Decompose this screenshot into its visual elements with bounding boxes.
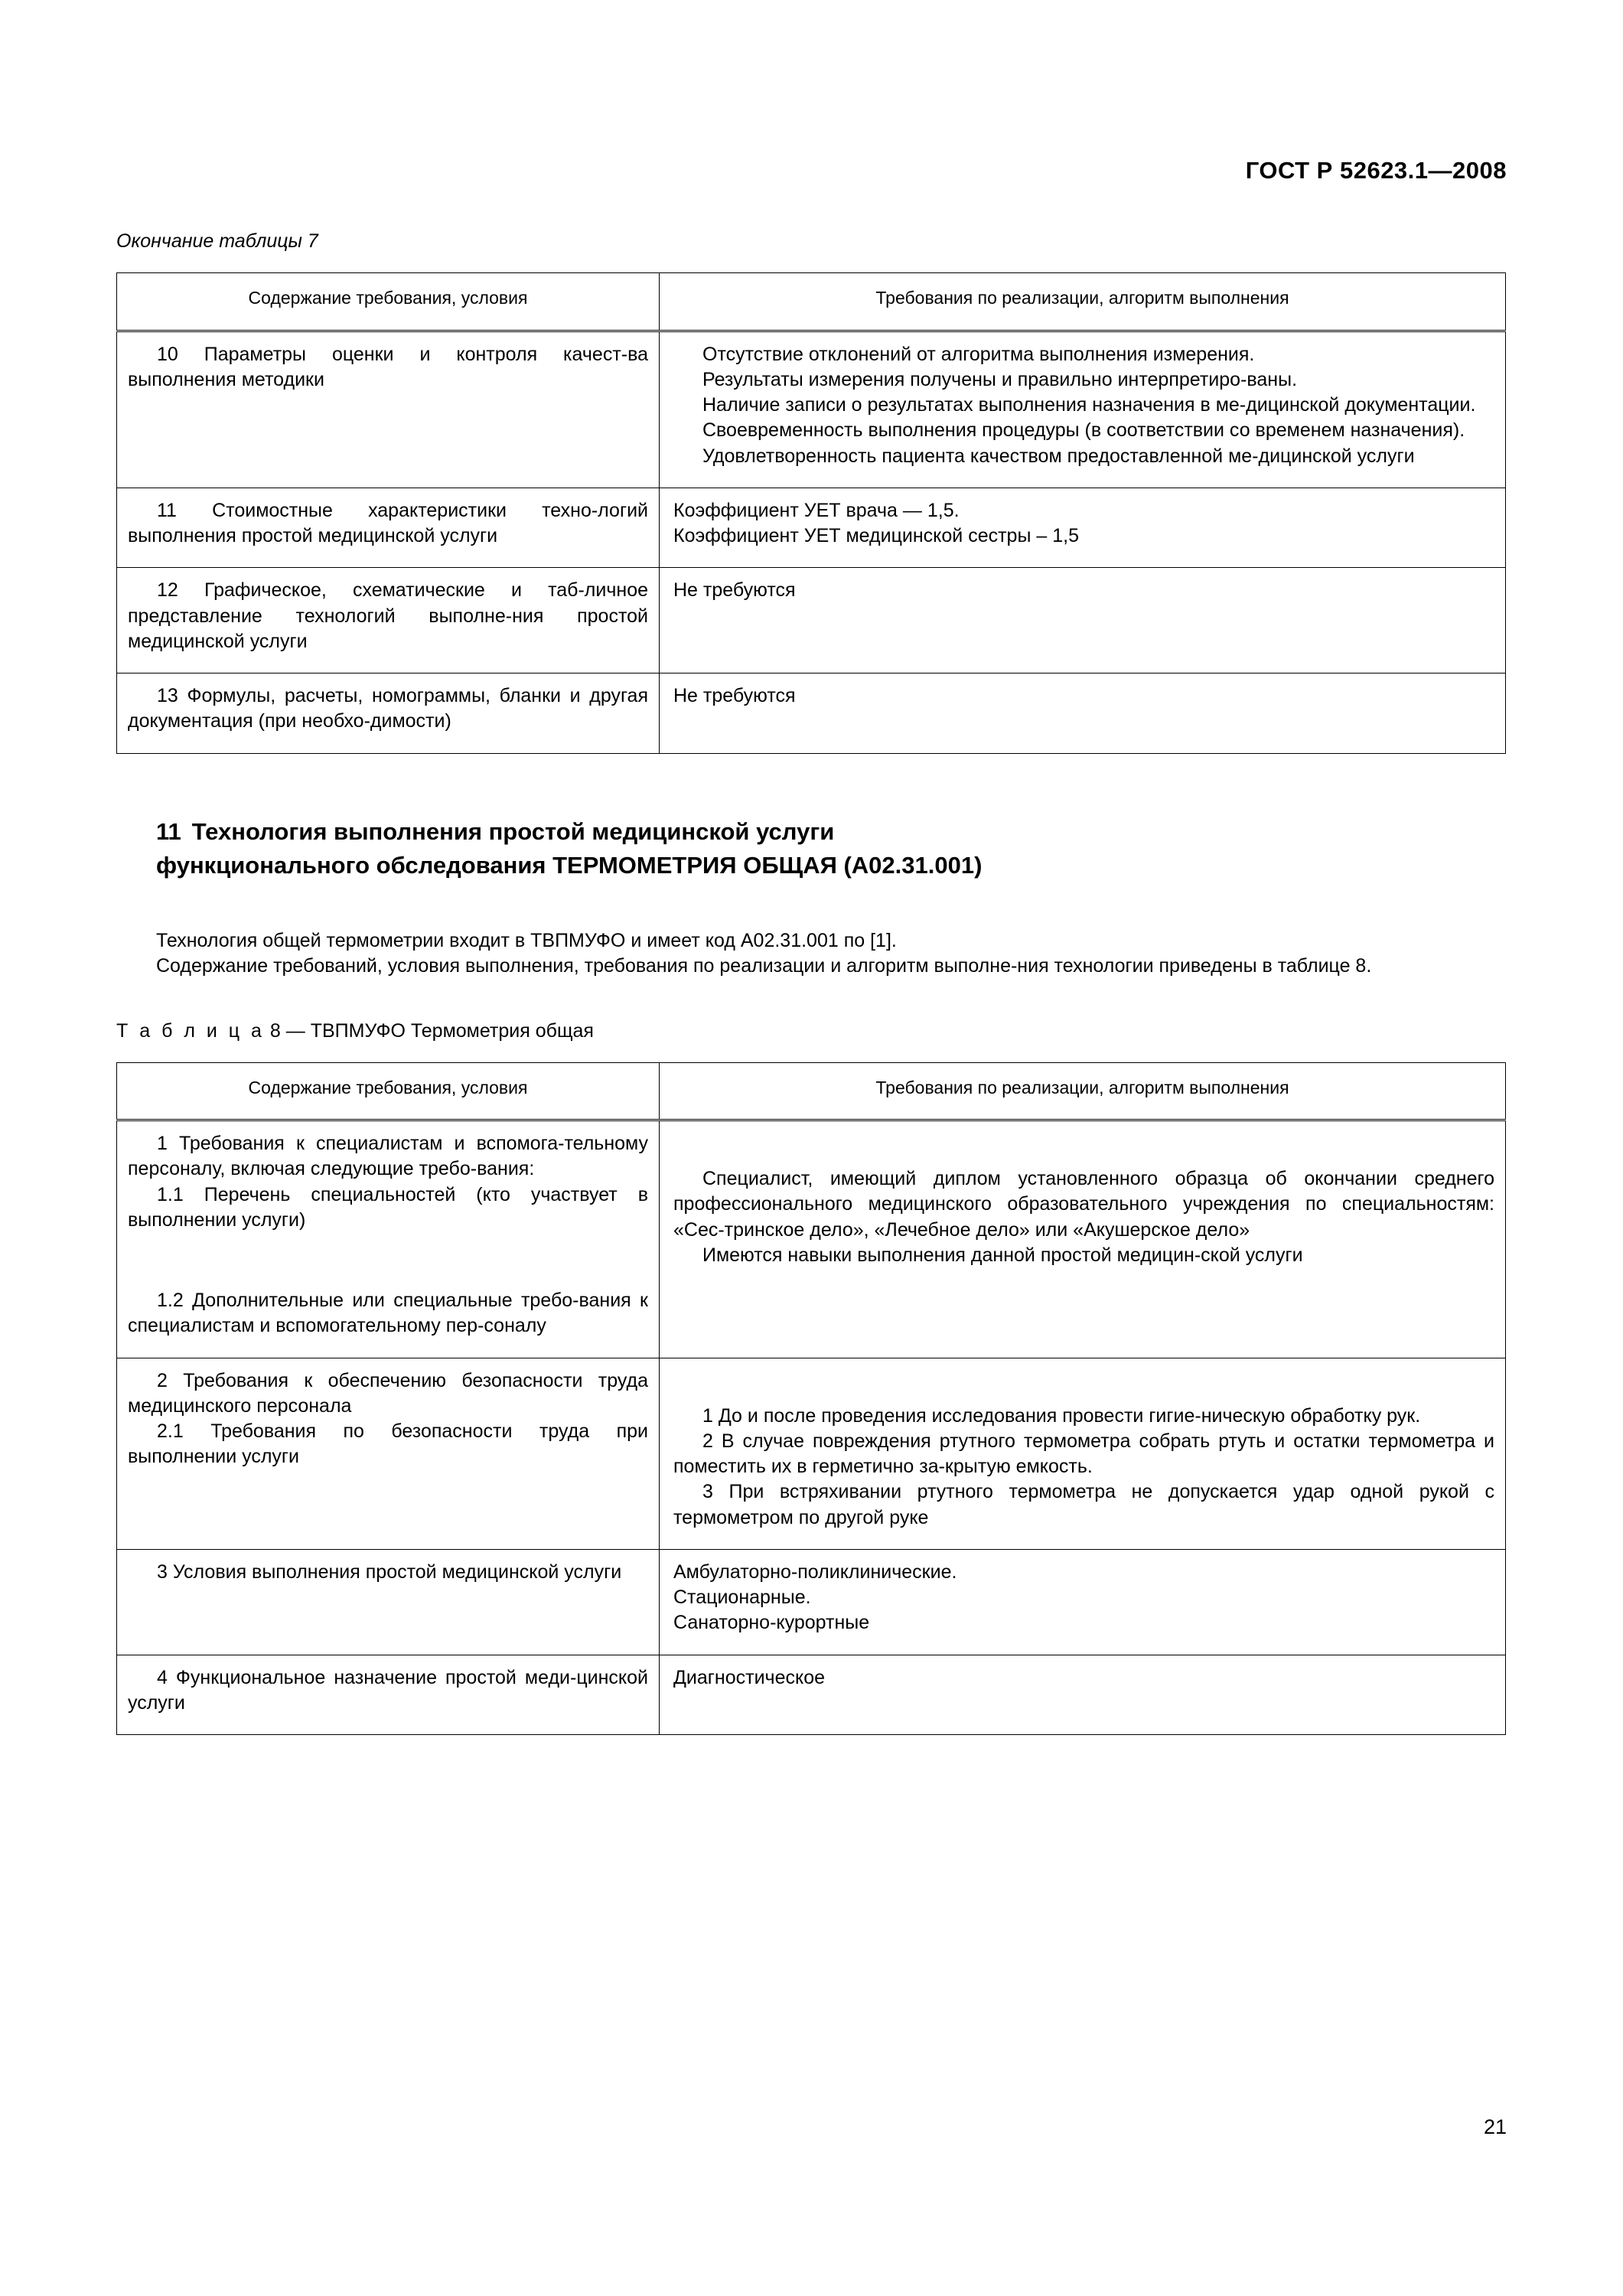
table7-row11-right-line2: Коэффициент УЕТ медицинской сестры – 1,5 [673, 525, 1079, 547]
table8-row3-right [660, 1549, 1506, 1655]
table7-row10-right-line1: Отсутствие отклонений от алгоритма выполнения измерения. [702, 343, 1255, 365]
table8-col-header-implementation: Требования по реализации, алгоритм выполнения [660, 1062, 1506, 1120]
table8-row4-left-text: 4 Функциональное назначение простой меди-цинской услуги [128, 1666, 648, 1714]
table7-caption: Окончание таблицы 7 [116, 230, 318, 252]
table-row [117, 1358, 1506, 1549]
table7-row12-right-line1: Не требуются [673, 579, 796, 602]
table8-row1-right-b: Имеются навыки выполнения данной простой медицин-ской услуги [702, 1244, 1303, 1266]
table8-row3-left-text: 3 Условия выполнения простой медицинской услуги [157, 1561, 622, 1583]
table-7-continuation [116, 272, 1506, 754]
table8-row3-right-item1: Амбулаторно-поликлинические. [673, 1561, 957, 1583]
table8-caption-label: Т а б л и ц а [116, 1019, 265, 1042]
table8-row1-right [660, 1120, 1506, 1358]
table-row [117, 488, 1506, 568]
table8-row4-right-item1: Диагностическое [673, 1666, 825, 1688]
table-row [117, 1549, 1506, 1655]
table7-row11-right-line1: Коэффициент УЕТ врача — 1,5. [673, 499, 960, 521]
table8-row1-left-b: 1.1 Перечень специальностей (кто участвует в выполнении услуги) [128, 1183, 648, 1231]
table8-row3-left [117, 1549, 660, 1655]
table-row [117, 1120, 1506, 1358]
table7-row13-right [660, 673, 1506, 754]
section-11-paragraph-1: Технология общей термометрии входит в ТВПМУФО и имеет код А02.31.001 по [1]. [156, 929, 897, 951]
section-11-heading-line2 [156, 849, 1505, 882]
table8-row2-left-a: 2 Требования к обеспечению безопасности труда медицинского персонала [128, 1369, 648, 1417]
table7-row11-left-text: 11 Стоимостные характеристики техно-логий выполнения простой медицинской услуги [128, 499, 648, 547]
table7-row10-right [660, 331, 1506, 488]
table-row [117, 1655, 1506, 1735]
table7-row10-left [117, 331, 660, 488]
table8-row2-left [117, 1358, 660, 1549]
section-11-heading-wrap [116, 815, 1505, 882]
section-11-heading [156, 815, 1505, 849]
table8-row1-left-c: 1.2 Дополнительные или специальные требо-вания к специалистам и вспомогательному пер-соналу [128, 1290, 648, 1337]
table8-col-header-requirement: Содержание требования, условия [117, 1062, 660, 1120]
table7-col-header-implementation: Требования по реализации, алгоритм выполнения [660, 273, 1506, 331]
table7-row10-right-line4: Своевременность выполнения процедуры (в соответствии со временем назначения). [702, 419, 1465, 442]
table-row [117, 331, 1506, 488]
document-standard-header: ГОСТ Р 52623.1—2008 [1245, 157, 1507, 184]
table8-row3-right-item3: Санаторно-курортные [673, 1612, 870, 1634]
table7-row10-right-line3: Наличие записи о результатах выполнения назначения в ме-дицинской документации. [702, 394, 1476, 416]
table-8 [116, 1062, 1506, 1736]
table8-row2-right-item2: 2 В случае повреждения ртутного термометра собрать ртуть и остатки термометра и поместить их в герметично за-крытую емкость. [673, 1430, 1494, 1478]
section-11-title-line2: функционального обследования ТЕРМОМЕТРИЯ ОБЩАЯ (А02.31.001) [156, 851, 983, 879]
table7-row13-right-line1: Не требуются [673, 685, 796, 707]
table8-row1-right-a: Специалист, имеющий диплом установленного образца об окончании среднего профессионального медицинского образовательного учреждения по специальностям: «Сес-тринское дело», «Лечебное дело» или «Акушерское дело» [673, 1168, 1494, 1241]
table8-row2-right-item3: 3 При встряхивании ртутного термометра не допускается удар одной рукой с термометром по другой руке [673, 1481, 1494, 1528]
table7-row12-left-text: 12 Графическое, схематические и таб-личное представление технологий выполне-ния простой медицинской услуги [128, 579, 648, 652]
table7-header-row [117, 273, 1506, 331]
table7-col-header-requirement: Содержание требования, условия [117, 273, 660, 331]
table8-row1-left [117, 1120, 660, 1358]
table7-row11-left [117, 488, 660, 568]
table7-row10-left-text: 10 Параметры оценки и контроля качест-ва выполнения методики [128, 343, 648, 390]
table-row [117, 568, 1506, 673]
section-11-title-line1: Технология выполнения простой медицинской услуги [191, 817, 835, 845]
table8-row2-right [660, 1358, 1506, 1549]
table7-row12-left [117, 568, 660, 673]
table8-caption-rest: 8 — ТВПМУФО Термометрия общая [269, 1019, 594, 1042]
table8-row2-left-b: 2.1 Требования по безопасности труда при выполнении услуги [128, 1420, 648, 1468]
table7-row10-right-line2: Результаты измерения получены и правильно интерпретиро-ваны. [702, 368, 1298, 390]
table8-header-row [117, 1062, 1506, 1120]
table8-row4-left [117, 1655, 660, 1735]
table7-row11-right [660, 488, 1506, 568]
table8-caption [116, 1019, 1505, 1042]
table7-row10-right-line5: Удовлетворенность пациента качеством предоставленной ме-дицинской услуги [702, 445, 1415, 467]
table8-row2-right-item1: 1 До и после проведения исследования провести гигие-ническую обработку рук. [702, 1404, 1421, 1427]
table8-row3-right-item2: Стационарные. [673, 1587, 811, 1609]
table8-row4-right [660, 1655, 1506, 1735]
table7-row13-left-text: 13 Формулы, расчеты, номограммы, бланки и другая документация (при необхо-димости) [128, 685, 648, 732]
table7-row13-left [117, 673, 660, 754]
table7-row12-right [660, 568, 1506, 673]
section-11-number: 11 [156, 817, 181, 845]
section-11-paragraph-2: Содержание требований, условия выполнения, требования по реализации и алгоритм выполне-ния технологии приведены в таблице 8. [156, 955, 1372, 977]
table-row [117, 673, 1506, 754]
table8-row1-left-a: 1 Требования к специалистам и вспомога-тельному персоналу, включая следующие требо-вания: [128, 1133, 648, 1180]
page-number: 21 [1483, 2115, 1507, 2138]
page-content [116, 230, 1505, 1735]
